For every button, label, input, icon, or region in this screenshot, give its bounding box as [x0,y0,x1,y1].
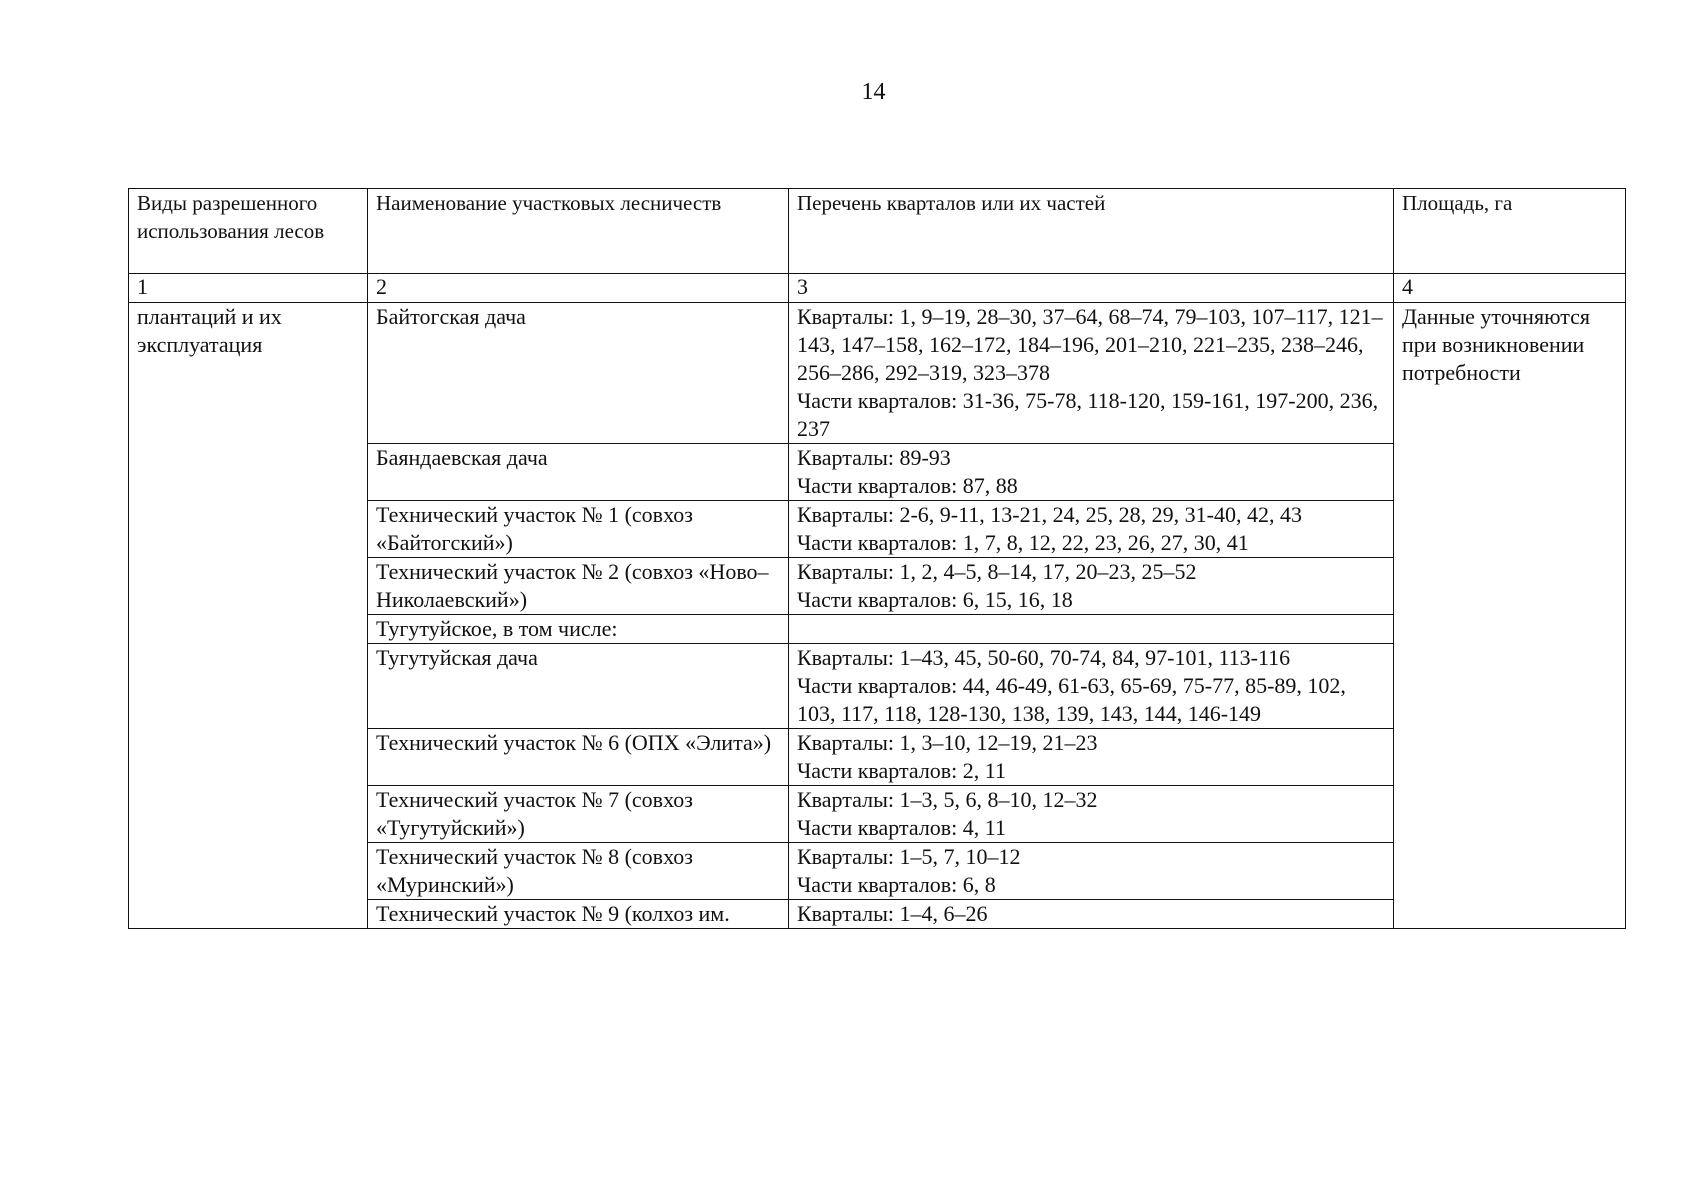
forestry-name-cell: Технический участок № 6 (ОПХ «Элита») [368,729,789,786]
column-number: 1 [129,274,368,303]
forestry-name-cell: Технический участок № 2 (совхоз «Ново–Николаевский») [368,558,789,615]
quarters-cell [789,558,1394,615]
quarters-text: Кварталы: 1, 9–19, 28–30, 37–64, 68–74, 79–103, 107–117, 121–143, 147–158, 162–172, 184–196, 201–210, 221–235, 238–246, 256–286, 292–319, 323–378 [797,304,1383,385]
area-cell: Данные уточняются при возникновении потребности [1394,303,1626,929]
quarter-parts-text: Части кварталов: 87, 88 [797,473,1018,498]
quarters-cell [789,615,1394,644]
forestry-name-cell: Технический участок № 8 (совхоз «Муринский») [368,843,789,900]
forestry-name-cell: Байтогская дача [368,303,789,444]
page-number: 14 [861,79,886,105]
forestry-name-cell: Баяндаевская дача [368,444,789,501]
table-row [129,303,1626,444]
land-use-table [128,188,1626,929]
quarters-text: Кварталы: 1–3, 5, 6, 8–10, 12–32 [797,787,1098,812]
quarters-text: Кварталы: 2-6, 9-11, 13-21, 24, 25, 28, 29, 31-40, 42, 43 [797,502,1302,527]
column-number-row [129,274,1626,303]
quarters-text: Кварталы: 1–43, 45, 50-60, 70-74, 84, 97-101, 113-116 [797,645,1291,670]
quarters-cell [789,900,1394,929]
column-number: 4 [1394,274,1626,303]
header-forestry-name: Наименование участковых лесничеств [368,189,789,274]
header-use-type: Виды разрешенного использования лесов [129,189,368,274]
quarters-cell [789,501,1394,558]
quarter-parts-text: Части кварталов: 1, 7, 8, 12, 22, 23, 26, 27, 30, 41 [797,530,1249,555]
header-quarters-list: Перечень кварталов или их частей [789,189,1394,274]
quarter-parts-text: Части кварталов: 31-36, 75-78, 118-120, 159-161, 197-200, 236, 237 [797,388,1379,441]
table-header-row [129,189,1626,274]
forestry-name-cell: Технический участок № 7 (совхоз «Тугутуйский») [368,786,789,843]
quarter-parts-text: Части кварталов: 6, 15, 16, 18 [797,587,1073,612]
quarters-cell [789,444,1394,501]
quarters-cell [789,303,1394,444]
quarters-text: Кварталы: 1, 3–10, 12–19, 21–23 [797,730,1098,755]
quarters-text: Кварталы: 89-93 [797,445,951,470]
column-number: 2 [368,274,789,303]
quarter-parts-text: Части кварталов: 4, 11 [797,815,1006,840]
quarters-text: Кварталы: 1, 2, 4–5, 8–14, 17, 20–23, 25–52 [797,559,1197,584]
forestry-name-cell: Технический участок № 9 (колхоз им. [368,900,789,929]
quarters-text: Кварталы: 1–5, 7, 10–12 [797,844,1021,869]
forestry-name-cell: Тугутуйская дача [368,644,789,729]
quarter-parts-text: Части кварталов: 44, 46-49, 61-63, 65-69, 75-77, 85-89, 102, 103, 117, 118, 128-130, 138, 139, 143, 144, 146-149 [797,673,1346,726]
quarters-cell [789,729,1394,786]
header-area: Площадь, га [1394,189,1626,274]
use-type-cell: плантаций и их эксплуатация [129,303,368,929]
quarters-text: Кварталы: 1–4, 6–26 [797,901,988,926]
quarters-cell [789,843,1394,900]
quarter-parts-text: Части кварталов: 2, 11 [797,758,1006,783]
forestry-name-cell: Тугутуйское, в том числе: [368,615,789,644]
quarters-cell [789,786,1394,843]
column-number: 3 [789,274,1394,303]
quarters-cell [789,644,1394,729]
quarter-parts-text: Части кварталов: 6, 8 [797,872,996,897]
forestry-name-cell: Технический участок № 1 (совхоз «Байтогский») [368,501,789,558]
